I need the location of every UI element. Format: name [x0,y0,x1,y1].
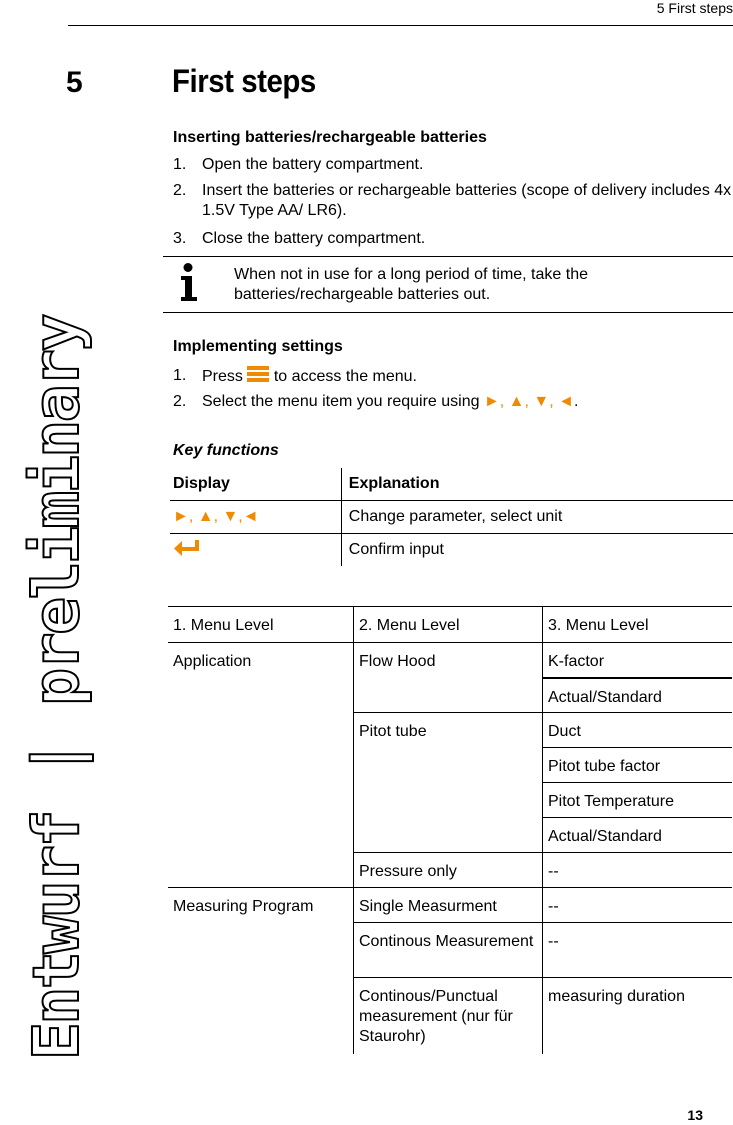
menu-icon [247,366,269,382]
settings-step-2: 2. Select the menu item you require using ►, ▲, ▼, ◄. [173,393,579,410]
enter-icon [173,539,201,557]
menu-single-value: -- [543,888,733,923]
key-functions-table [170,468,733,566]
menu-actual-standard-1: Actual/Standard [543,678,733,713]
settings-heading: Implementing settings [173,338,343,355]
watermark: Entwurf | preliminary [20,315,93,1060]
menu-single: Single Measurment [354,888,543,923]
enter-key-display [170,534,341,567]
menu-application: Application [168,643,354,888]
menu-pressure-only-value: -- [543,853,733,888]
menu-table [168,606,732,1054]
arrow-keys-explanation: Change parameter, select unit [341,501,733,534]
note-bottom-rule [163,312,733,313]
menu-continous-value: -- [543,923,733,978]
running-header: 5 First steps [656,0,733,16]
menu-duct: Duct [543,713,733,748]
battery-step-1: 1. Open the battery compartment. [173,156,424,173]
chapter-title: First steps [172,63,316,99]
col-explanation: Explanation [341,468,733,501]
menu-flow-hood: Flow Hood [354,643,543,713]
menu-measuring-program: Measuring Program [168,888,354,1054]
settings-step-1: 1. Press to access the menu. [173,367,417,385]
menu-k-factor: K-factor [543,643,733,678]
col-display: Display [170,468,341,501]
header-rule [68,25,733,26]
menu-pressure-only: Pressure only [354,853,543,888]
enter-key-explanation: Confirm input [348,541,444,558]
menu-pitot-factor: Pitot tube factor [543,748,733,783]
page-number: 13 [687,1107,703,1123]
menu-continous: Continous Measurement [354,923,543,978]
menu-actual-standard-2: Actual/Standard [543,818,733,853]
info-icon [178,262,200,302]
menu-cont-punctual: Continous/Punctual measurement (nur für Staurohr) [354,978,543,1054]
menu-pitot-temp: Pitot Temperature [543,783,733,818]
arrow-keys: ►, ▲, ▼, ◄ [483,393,574,410]
note-text: When not in use for a long period of time, take the batteries/rechargeable batteries out. [234,266,588,303]
menu-header-3: 3. Menu Level [543,607,733,643]
menu-header-2: 2. Menu Level [354,607,543,643]
batteries-heading: Inserting batteries/rechargeable batteries [173,129,487,146]
battery-step-3: 3. Close the battery compartment. [173,230,426,247]
menu-pitot-tube: Pitot tube [354,713,543,853]
chapter-number: 5 [66,66,83,99]
arrow-keys-display: ►, ▲, ▼,◄ [170,501,341,534]
menu-cont-punctual-value: measuring duration [543,978,733,1054]
menu-header-1: 1. Menu Level [168,607,354,643]
note-top-rule [163,256,733,257]
battery-step-2: 2. Insert the batteries or rechargeable batteries (scope of delivery includes 4x 1.5V Type AA/ LR6). [173,182,732,219]
key-functions-title: Key functions [173,442,279,459]
